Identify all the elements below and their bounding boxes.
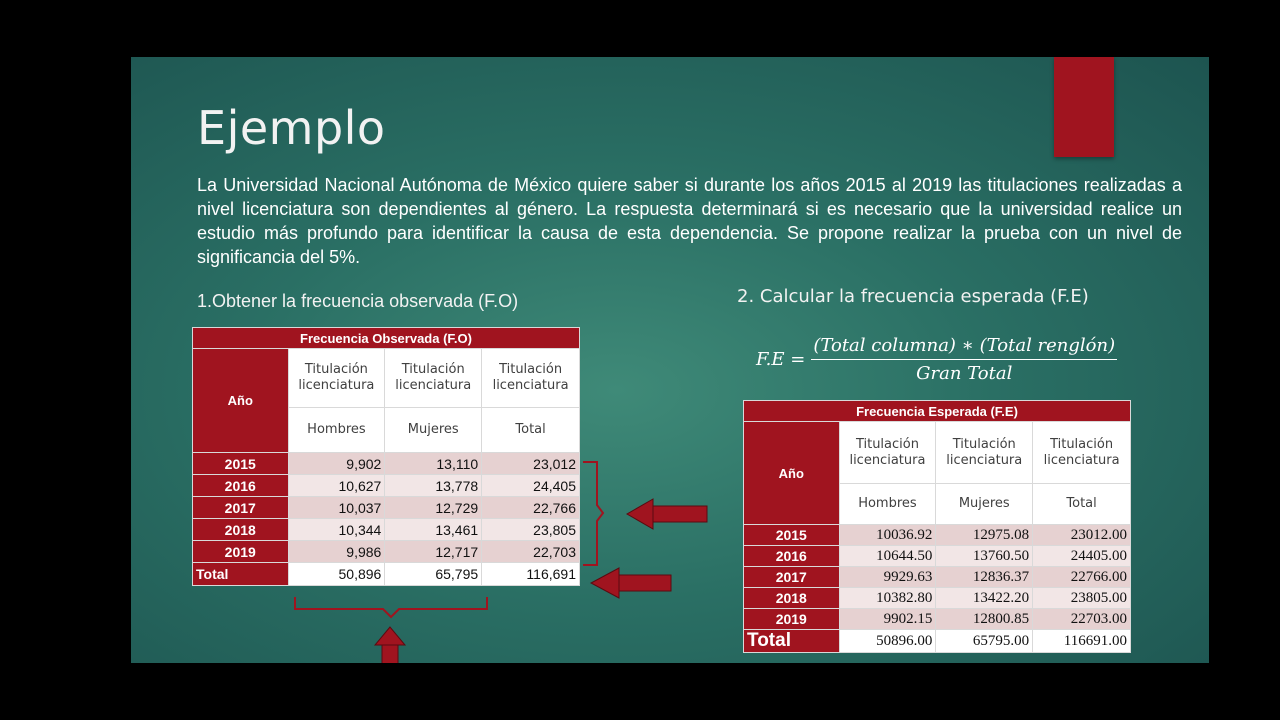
step-1-label: 1.Obtener la frecuencia observada (F.O) [197, 291, 519, 311]
expected-frequency-formula [756, 335, 1117, 384]
accent-rectangle [1054, 57, 1114, 157]
value-cell: 9,986 [288, 541, 385, 563]
column-subtitle: Total [482, 408, 580, 453]
value-cell: 13760.50 [936, 546, 1033, 567]
total-cell: 65,795 [385, 563, 482, 586]
year-cell: 2016 [744, 546, 840, 567]
value-cell: 12975.08 [936, 525, 1033, 546]
arrow-left-grand-total-icon [591, 568, 671, 598]
value-cell: 9,902 [288, 453, 385, 475]
value-cell: 10036.92 [839, 525, 936, 546]
column-totals-brace [295, 597, 487, 617]
table-title: Frecuencia Observada (F.O) [193, 328, 580, 349]
year-cell: 2017 [193, 497, 289, 519]
total-cell: 50896.00 [839, 630, 936, 653]
column-title: Titulación licenciatura [936, 422, 1033, 484]
formula-lhs: F.E = [756, 349, 806, 370]
value-cell: 22766.00 [1033, 567, 1131, 588]
column-subtitle: Hombres [839, 484, 936, 525]
total-cell: 50,896 [288, 563, 385, 586]
year-cell: 2019 [193, 541, 289, 563]
value-cell: 23805.00 [1033, 588, 1131, 609]
value-cell: 12,729 [385, 497, 482, 519]
total-row [193, 563, 580, 586]
value-cell: 24,405 [482, 475, 580, 497]
table-row [744, 588, 1131, 609]
value-cell: 13,461 [385, 519, 482, 541]
value-cell: 13,778 [385, 475, 482, 497]
column-title: Titulación licenciatura [839, 422, 936, 484]
table-row [193, 497, 580, 519]
year-cell: 2016 [193, 475, 289, 497]
problem-statement: La Universidad Nacional Autónoma de México quiere saber si durante los años 2015 al 2019 las titulaciones realizadas a nivel licenciatura son dependientes al género. La respuesta determinará si es necesario que la universidad realice un estudio más profundo para identificar la causa de esta dependencia. Se propone realizar la prueba con un nivel de significancia del 5%. [197, 175, 1182, 267]
value-cell: 10,037 [288, 497, 385, 519]
formula-denominator: Gran Total [916, 363, 1013, 384]
arrow-up-column-totals-icon [375, 627, 405, 663]
column-subtitle: Total [1033, 484, 1131, 525]
column-title: Titulación licenciatura [482, 349, 580, 408]
step-2-label: 2. Calcular la frecuencia esperada (F.E) [737, 286, 1089, 307]
total-label: Total [744, 630, 840, 653]
value-cell: 22,766 [482, 497, 580, 519]
value-cell: 13422.20 [936, 588, 1033, 609]
value-cell: 10,627 [288, 475, 385, 497]
table-row [744, 546, 1131, 567]
formula-numerator: (Total columna) ∗ (Total renglón) [811, 335, 1117, 360]
table-row [744, 567, 1131, 588]
arrow-left-row-totals-icon [627, 499, 707, 529]
table-row [744, 525, 1131, 546]
table-row [193, 519, 580, 541]
value-cell: 12,717 [385, 541, 482, 563]
column-subtitle: Hombres [288, 408, 385, 453]
year-cell: 2019 [744, 609, 840, 630]
column-title: Titulación licenciatura [288, 349, 385, 408]
column-subtitle: Mujeres [936, 484, 1033, 525]
column-title: Titulación licenciatura [1033, 422, 1131, 484]
year-cell: 2015 [193, 453, 289, 475]
slide-title: Ejemplo [197, 101, 386, 155]
value-cell: 23,805 [482, 519, 580, 541]
value-cell: 23,012 [482, 453, 580, 475]
table-row [193, 541, 580, 563]
table-row [193, 453, 580, 475]
year-cell: 2017 [744, 567, 840, 588]
table-row [744, 609, 1131, 630]
value-cell: 12836.37 [936, 567, 1033, 588]
value-cell: 9902.15 [839, 609, 936, 630]
formula-fraction [811, 335, 1117, 384]
year-cell: 2018 [193, 519, 289, 541]
expected-frequency-table [743, 400, 1131, 653]
year-header: Año [193, 349, 289, 453]
value-cell: 22,703 [482, 541, 580, 563]
value-cell: 22703.00 [1033, 609, 1131, 630]
total-label: Total [193, 563, 289, 586]
year-header: Año [744, 422, 840, 525]
value-cell: 10382.80 [839, 588, 936, 609]
value-cell: 13,110 [385, 453, 482, 475]
year-cell: 2015 [744, 525, 840, 546]
value-cell: 9929.63 [839, 567, 936, 588]
table-row [193, 475, 580, 497]
total-cell: 65795.00 [936, 630, 1033, 653]
row-totals-brace [583, 462, 603, 565]
value-cell: 10,344 [288, 519, 385, 541]
total-cell: 116691.00 [1033, 630, 1131, 653]
column-title: Titulación licenciatura [385, 349, 482, 408]
slide [131, 57, 1209, 663]
value-cell: 23012.00 [1033, 525, 1131, 546]
column-subtitle: Mujeres [385, 408, 482, 453]
value-cell: 24405.00 [1033, 546, 1131, 567]
year-cell: 2018 [744, 588, 840, 609]
table-title: Frecuencia Esperada (F.E) [744, 401, 1131, 422]
value-cell: 10644.50 [839, 546, 936, 567]
total-cell: 116,691 [482, 563, 580, 586]
value-cell: 12800.85 [936, 609, 1033, 630]
total-row [744, 630, 1131, 653]
observed-frequency-table [192, 327, 580, 586]
